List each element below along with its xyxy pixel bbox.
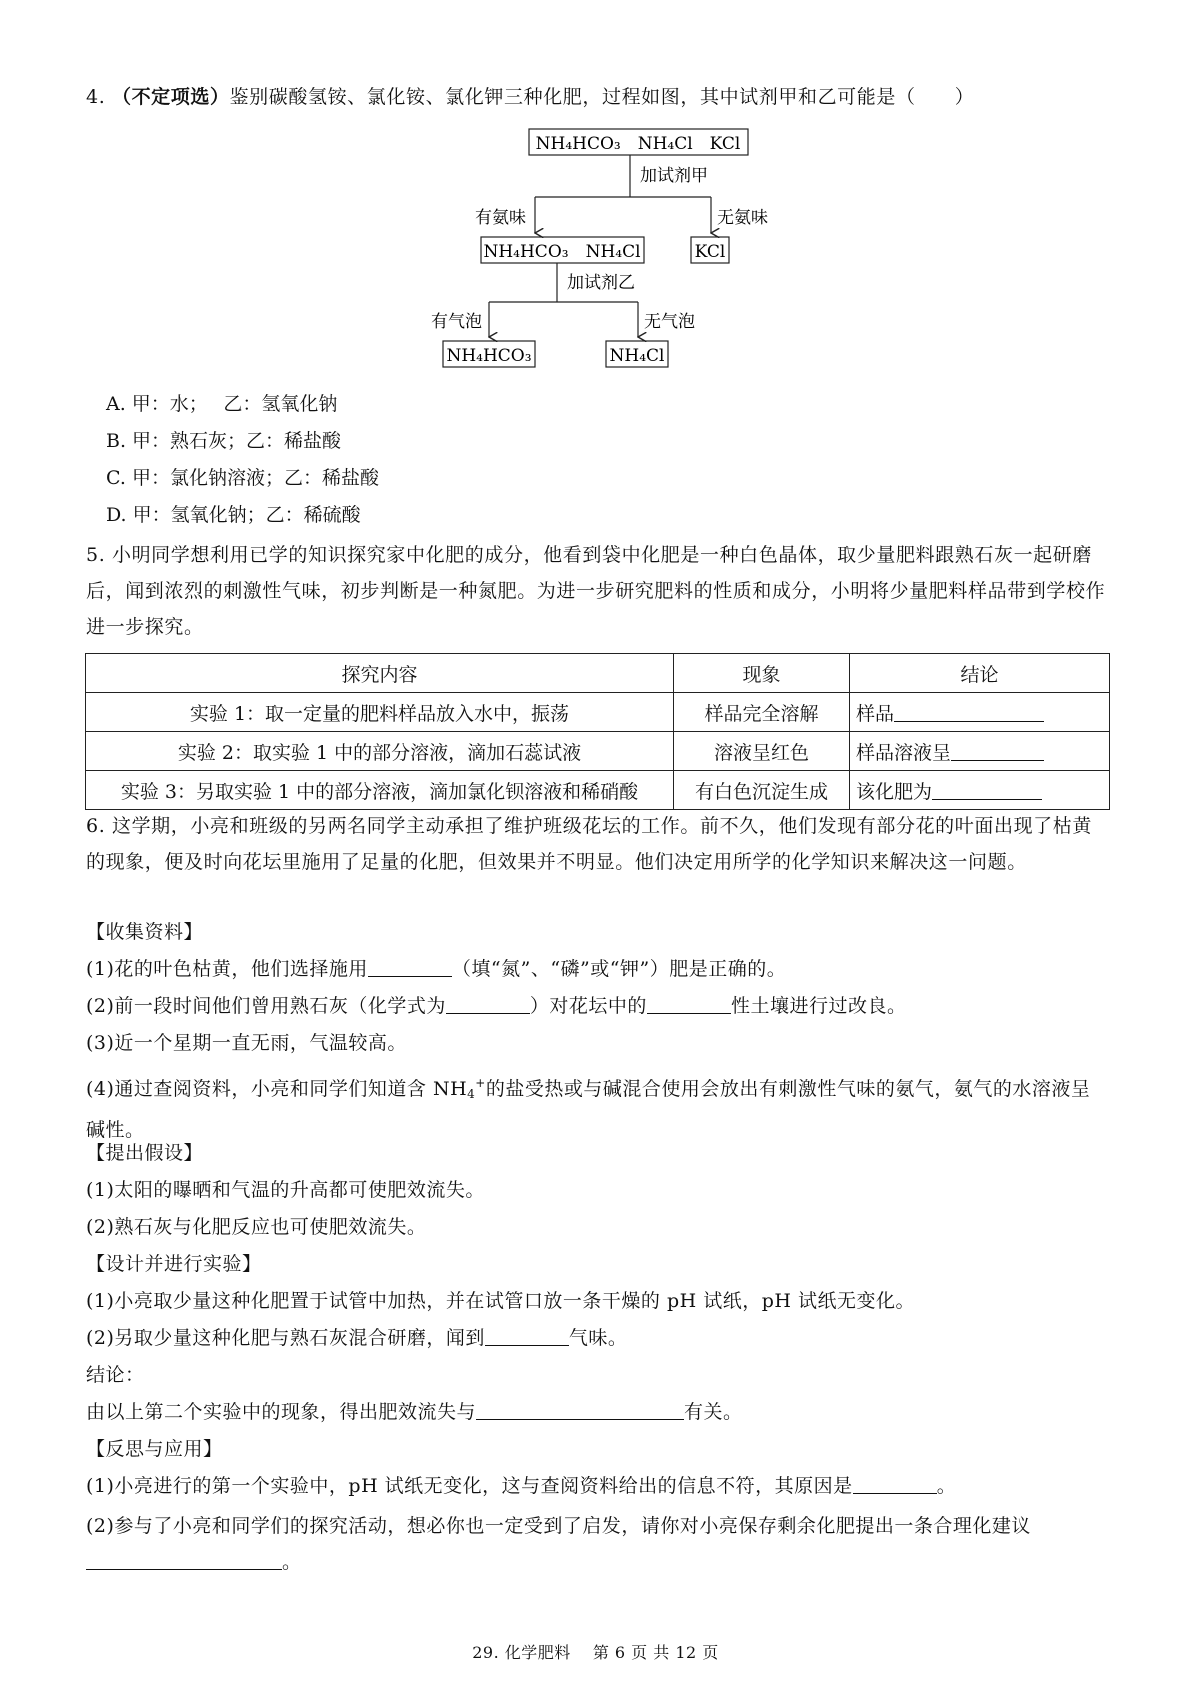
q4-number: 4. [86, 86, 106, 108]
conclusion-label: 结论： [86, 1364, 145, 1386]
q4-option-c: C. 甲：氯化钠溶液；乙：稀盐酸 [106, 467, 379, 489]
table-header-row [86, 654, 1110, 693]
reflection-1-text-b: 。 [936, 1475, 957, 1497]
row-content: 实验 1：取一定量的肥料样品放入水中，振荡 [86, 693, 674, 732]
answer-blank[interactable] [368, 956, 452, 977]
row-phenomenon: 样品完全溶解 [674, 693, 850, 732]
collect-4-subscript: 4 [467, 1087, 476, 1101]
hypothesis-2: (2)熟石灰与化肥反应也可使肥效流失。 [86, 1216, 427, 1238]
answer-blank[interactable] [853, 1473, 937, 1494]
q4-option-a: A. 甲：水； 乙：氢氧化钠 [106, 393, 338, 415]
collect-item-4 [86, 1065, 1108, 1148]
q5-stem: 5. 小明同学想利用已学的知识探究家中化肥的成分，他看到袋中化肥是一种白色晶体，取少量肥料跟熟石灰一起研磨后，闻到浓烈的刺激性气味，初步判断是一种氮肥。为进一步研究肥料的性质和成分，小明将少量肥料样品带到学校作进一步探究。 [86, 544, 1106, 638]
collect-4-text-b: 的盐受热或与碱混合使用会放出有刺激性气味的氨气，氨气的水溶液呈碱性。 [86, 1078, 1091, 1141]
reflection-1 [86, 1471, 1108, 1501]
collect-item-2 [86, 991, 1108, 1021]
flow-box-bottom-right-text: NH₄Cl [609, 346, 665, 366]
q4-stem [86, 79, 1108, 115]
table-row [86, 693, 1110, 732]
row-conclusion [850, 693, 1110, 732]
conclusion-text-b: 有关。 [684, 1401, 743, 1423]
hypothesis-1: (1)太阳的曝晒和气温的升高都可使肥效流失。 [86, 1179, 485, 1201]
answer-blank[interactable] [560, 1399, 684, 1420]
answer-blank[interactable] [476, 1399, 560, 1420]
flow-box-bottom-left-text: NH₄HCO₃ [446, 346, 532, 366]
row-phenomenon: 有白色沉淀生成 [674, 771, 850, 810]
collect-2-text-b: ）对花坛中的 [529, 995, 647, 1017]
answer-blank[interactable] [485, 1325, 569, 1346]
table-header-conclusion: 结论 [850, 654, 1110, 693]
answer-blank[interactable] [932, 779, 1042, 800]
q6-stem: 6. 这学期，小亮和班级的另两名同学主动承担了维护班级花坛的工作。前不久，他们发现有部分花的叶面出现了枯黄的现象，便及时向花坛里施用了足量的化肥，但效果并不明显。他们决定用所学的化学知识来解决这一问题。 [86, 815, 1092, 873]
collect-2-text-a: (2)前一段时间他们曾用熟石灰（化学式为 [86, 995, 446, 1017]
flow-right-label-1: 无氨味 [717, 208, 768, 228]
table-row [86, 732, 1110, 771]
answer-blank[interactable] [86, 1549, 282, 1570]
collect-4-superscript: + [475, 1076, 486, 1090]
table-row [86, 771, 1110, 810]
collect-item-1 [86, 954, 1108, 984]
reflection-2-text-b: 。 [282, 1551, 302, 1573]
q5-experiment-table [85, 653, 1110, 810]
experiment-1: (1)小亮取少量这种化肥置于试管中加热，并在试管口放一条干燥的 pH 试纸，pH 试纸无变化。 [86, 1290, 915, 1312]
row-conclusion-text: 样品 [856, 702, 895, 725]
collect-2-text-c: 性土壤进行过改良。 [730, 995, 907, 1017]
flow-reagent-1: 加试剂甲 [640, 166, 708, 186]
flow-box-mid-text: NH₄HCO₃ NH₄Cl [483, 242, 641, 262]
section-collect-heading: 【收集资料】 [86, 921, 204, 943]
row-conclusion [850, 732, 1110, 771]
row-conclusion-text: 该化肥为 [856, 780, 933, 803]
q4-option-b: B. 甲：熟石灰；乙：稀盐酸 [106, 430, 342, 452]
flow-left-label-1: 有氨味 [475, 208, 526, 228]
section-hypothesis-heading: 【提出假设】 [86, 1142, 204, 1164]
collect-4-text-a: (4)通过查阅资料，小亮和同学们知道含 NH [86, 1078, 468, 1100]
section-reflection-heading: 【反思与应用】 [86, 1438, 223, 1460]
experiment-2-text-b: 气味。 [568, 1327, 628, 1349]
flow-reagent-2: 加试剂乙 [567, 273, 635, 293]
flow-left-label-2: 有气泡 [431, 312, 482, 332]
collect-1-text-a: (1)花的叶色枯黄，他们选择施用 [86, 958, 368, 980]
flow-box-top-text: NH₄HCO₃ NH₄Cl KCl [535, 134, 741, 154]
row-phenomenon: 溶液呈红色 [674, 732, 850, 771]
answer-blank[interactable] [446, 993, 530, 1014]
reflection-1-text-a: (1)小亮进行的第一个实验中，pH 试纸无变化，这与查阅资料给出的信息不符，其原因是 [86, 1475, 853, 1497]
row-conclusion-text: 样品溶液呈 [856, 741, 952, 764]
table-header-phenomenon: 现象 [674, 654, 850, 693]
section-experiment-heading: 【设计并进行实验】 [86, 1253, 262, 1275]
row-content: 实验 3：另取实验 1 中的部分溶液，滴加氯化钡溶液和稀硝酸 [86, 771, 674, 810]
flow-box-kcl-text: KCl [694, 242, 726, 262]
answer-blank[interactable] [951, 740, 1044, 761]
q4-tag: （不定项选） [111, 86, 230, 108]
experiment-2-text-a: (2)另取少量这种化肥与熟石灰混合研磨，闻到 [86, 1327, 485, 1349]
experiment-2 [86, 1323, 1108, 1353]
row-content: 实验 2：取实验 1 中的部分溶液，滴加石蕊试液 [86, 732, 674, 771]
q4-option-d: D. 甲：氢氧化钠；乙：稀硫酸 [106, 504, 361, 526]
conclusion-line [86, 1397, 1108, 1427]
reflection-2-text-a: (2)参与了小亮和同学们的探究活动，想必你也一定受到了启发，请你对小亮保存剩余化肥提出一条合理化建议 [86, 1515, 1031, 1537]
q4-text: 鉴别碳酸氢铵、氯化铵、氯化钾三种化肥，过程如图，其中试剂甲和乙可能是（ ） [229, 86, 975, 108]
q4-flow-diagram [0, 115, 1191, 475]
collect-1-text-b: （填“氮”、“磷”或“钾”）肥是正确的。 [451, 958, 787, 980]
collect-item-3: (3)近一个星期一直无雨，气温较高。 [86, 1032, 407, 1054]
answer-blank[interactable] [894, 701, 1044, 722]
row-conclusion [850, 771, 1110, 810]
table-header-content: 探究内容 [86, 654, 674, 693]
conclusion-text-a: 由以上第二个实验中的现象，得出肥效流失与 [86, 1401, 477, 1423]
reflection-2 [86, 1508, 1108, 1580]
page-footer: 29. 化学肥料 第 6 页 共 12 页 [472, 1643, 719, 1662]
flow-right-label-2: 无气泡 [644, 312, 695, 332]
answer-blank[interactable] [647, 993, 731, 1014]
